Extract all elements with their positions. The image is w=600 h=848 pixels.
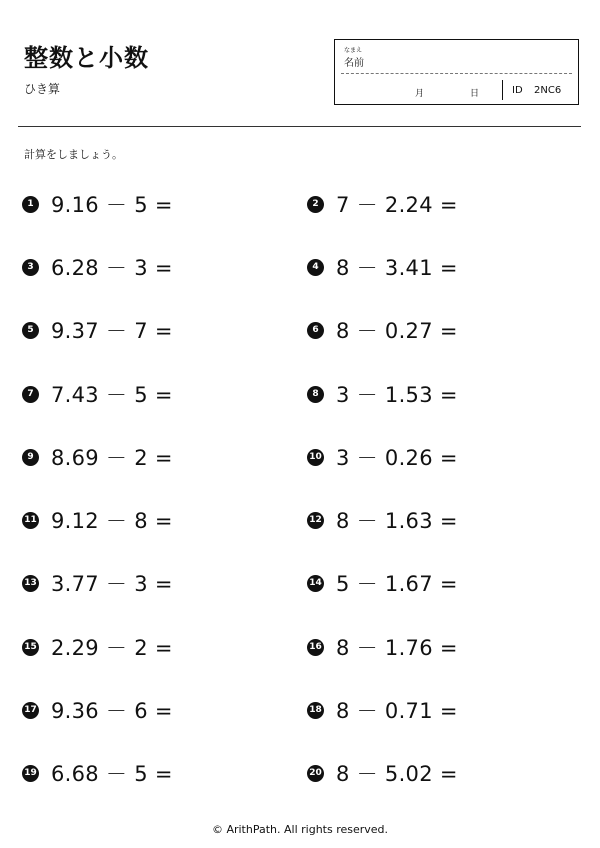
problem-expression: 8 － 1.63 = bbox=[336, 509, 458, 533]
problem-item bbox=[307, 698, 458, 722]
problem-number-badge: 13 bbox=[22, 575, 39, 592]
problem-item bbox=[307, 761, 458, 785]
problem-number-badge: 3 bbox=[22, 259, 39, 276]
problem-item bbox=[22, 635, 173, 659]
header-divider bbox=[18, 126, 581, 127]
problem-item bbox=[22, 761, 173, 785]
problem-number-badge: 18 bbox=[307, 702, 324, 719]
id-label: ID bbox=[512, 85, 523, 96]
problem-item bbox=[307, 382, 458, 406]
problem-item bbox=[22, 318, 173, 342]
problem-expression: 8 － 0.71 = bbox=[336, 699, 458, 723]
problem-item bbox=[307, 445, 458, 469]
problem-number-badge: 16 bbox=[307, 639, 324, 656]
problem-expression: 9.36 － 6 = bbox=[51, 699, 173, 723]
problem-item bbox=[307, 255, 458, 279]
page-title: 整数と小数 bbox=[24, 44, 149, 72]
problem-number-badge: 7 bbox=[22, 386, 39, 403]
problem-expression: 8 － 3.41 = bbox=[336, 256, 458, 280]
problem-number-badge: 2 bbox=[307, 196, 324, 213]
problem-expression: 8 － 0.27 = bbox=[336, 319, 458, 343]
problem-expression: 5 － 1.67 = bbox=[336, 572, 458, 596]
problem-number-badge: 15 bbox=[22, 639, 39, 656]
problem-expression: 6.68 － 5 = bbox=[51, 762, 173, 786]
id-value: 2NC6 bbox=[534, 85, 562, 96]
id-separator bbox=[502, 80, 503, 100]
problem-expression: 9.12 － 8 = bbox=[51, 509, 173, 533]
name-underline bbox=[341, 73, 572, 74]
problem-number-badge: 11 bbox=[22, 512, 39, 529]
month-label: 月 bbox=[415, 89, 425, 99]
footer-copyright: © ArithPath. All rights reserved. bbox=[211, 823, 389, 836]
problem-expression: 8.69 － 2 = bbox=[51, 446, 173, 470]
problem-number-badge: 20 bbox=[307, 765, 324, 782]
problem-item bbox=[22, 382, 173, 406]
problem-item bbox=[22, 192, 173, 216]
problem-expression: 7.43 － 5 = bbox=[51, 383, 173, 407]
problem-number-badge: 14 bbox=[307, 575, 324, 592]
problem-expression: 2.29 － 2 = bbox=[51, 636, 173, 660]
problem-expression: 3 － 1.53 = bbox=[336, 383, 458, 407]
problem-expression: 7 － 2.24 = bbox=[336, 193, 458, 217]
problem-number-badge: 6 bbox=[307, 322, 324, 339]
problem-expression: 8 － 5.02 = bbox=[336, 762, 458, 786]
problem-number-badge: 10 bbox=[307, 449, 324, 466]
problem-item bbox=[22, 508, 173, 532]
problem-item bbox=[22, 255, 173, 279]
problem-expression: 9.16 － 5 = bbox=[51, 193, 173, 217]
problem-number-badge: 1 bbox=[22, 196, 39, 213]
problem-number-badge: 17 bbox=[22, 702, 39, 719]
name-furigana: なまえ bbox=[344, 47, 363, 54]
problem-expression: 3 － 0.26 = bbox=[336, 446, 458, 470]
problem-expression: 6.28 － 3 = bbox=[51, 256, 173, 280]
problem-number-badge: 8 bbox=[307, 386, 324, 403]
problem-number-badge: 4 bbox=[307, 259, 324, 276]
problem-number-badge: 19 bbox=[22, 765, 39, 782]
problem-item bbox=[307, 635, 458, 659]
instruction-text: 計算をしましょう。 bbox=[24, 148, 123, 161]
problem-item bbox=[307, 571, 458, 595]
problem-item bbox=[22, 571, 173, 595]
problem-expression: 9.37 － 7 = bbox=[51, 319, 173, 343]
name-box bbox=[334, 39, 579, 105]
problem-item bbox=[22, 698, 173, 722]
name-label: 名前 bbox=[344, 58, 364, 69]
problem-number-badge: 12 bbox=[307, 512, 324, 529]
problem-item bbox=[307, 192, 458, 216]
problem-item bbox=[307, 508, 458, 532]
page-subtitle: ひき算 bbox=[24, 82, 61, 96]
day-label: 日 bbox=[470, 89, 480, 99]
problem-expression: 8 － 1.76 = bbox=[336, 636, 458, 660]
problem-number-badge: 9 bbox=[22, 449, 39, 466]
problem-expression: 3.77 － 3 = bbox=[51, 572, 173, 596]
problem-item bbox=[307, 318, 458, 342]
problem-item bbox=[22, 445, 173, 469]
problem-number-badge: 5 bbox=[22, 322, 39, 339]
